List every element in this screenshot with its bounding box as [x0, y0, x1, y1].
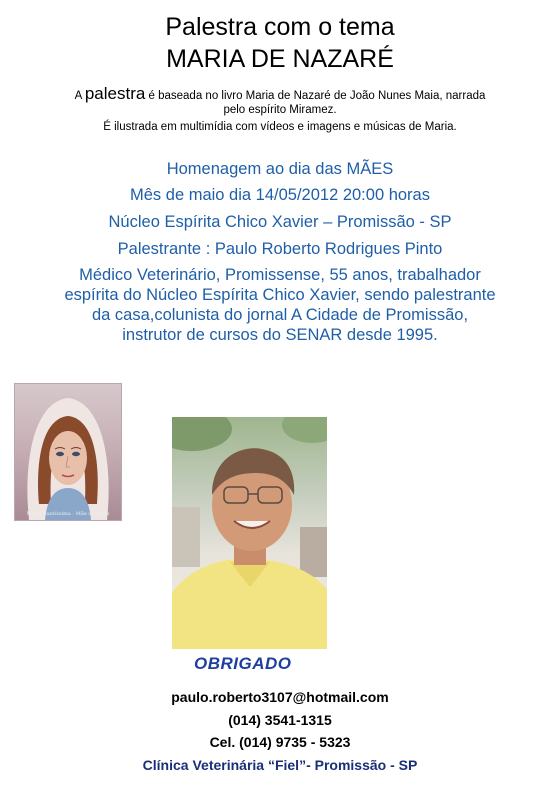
- speaker-photo-image: [172, 417, 327, 649]
- intro-line2: pelo espírito Miramez.: [223, 104, 337, 116]
- homenagem-text: Homenagem ao dia das MÃES: [166, 160, 394, 178]
- page-title-line1: Palestra com o tema: [165, 13, 395, 41]
- contact-cel: Cel. (014) 9735 - 5323: [209, 734, 351, 750]
- intro-line1: [0, 86, 560, 104]
- intro-highlight: palestra: [84, 84, 146, 103]
- event-place: Núcleo Espírita Chico Xavier – Promissão - SP: [108, 213, 452, 231]
- mary-portrait-image: [15, 384, 121, 520]
- event-date: Mês de maio dia 14/05/2012 20:00 horas: [130, 186, 430, 204]
- speaker-bio: Médico Veterinário, Promissense, 55 anos, trabalhador espírita do Núcleo Espírita Chico Xavier, sendo palestrante da casa,colunista do jornal A Cidade de Promissão, instrutor de cursos do SENAR desde 1995.: [64, 266, 496, 344]
- mary-painting: [14, 383, 122, 521]
- contact-email: paulo.roberto3107@hotmail.com: [171, 689, 389, 705]
- thanks-heading: OBRIGADO: [194, 654, 292, 673]
- intro-line1-rest: é baseada no livro Maria de Nazaré de João Nunes Maia, narrada: [145, 90, 486, 102]
- speaker-name: Palestrante : Paulo Roberto Rodrigues Pinto: [117, 240, 443, 258]
- clinic-name: Clínica Veterinária “Fiel”- Promissão - SP: [142, 757, 418, 773]
- intro-line3: É ilustrada em multimídia com vídeos e imagens e músicas de Maria.: [103, 121, 457, 133]
- intro-prefix: A: [74, 90, 85, 102]
- page-title-line2: MARIA DE NAZARÉ: [166, 45, 394, 73]
- mary-caption: Maria Santíssima - Mãe de Jesus: [26, 511, 110, 517]
- speaker-photo: [172, 417, 327, 649]
- contact-phone: (014) 3541-1315: [228, 712, 332, 728]
